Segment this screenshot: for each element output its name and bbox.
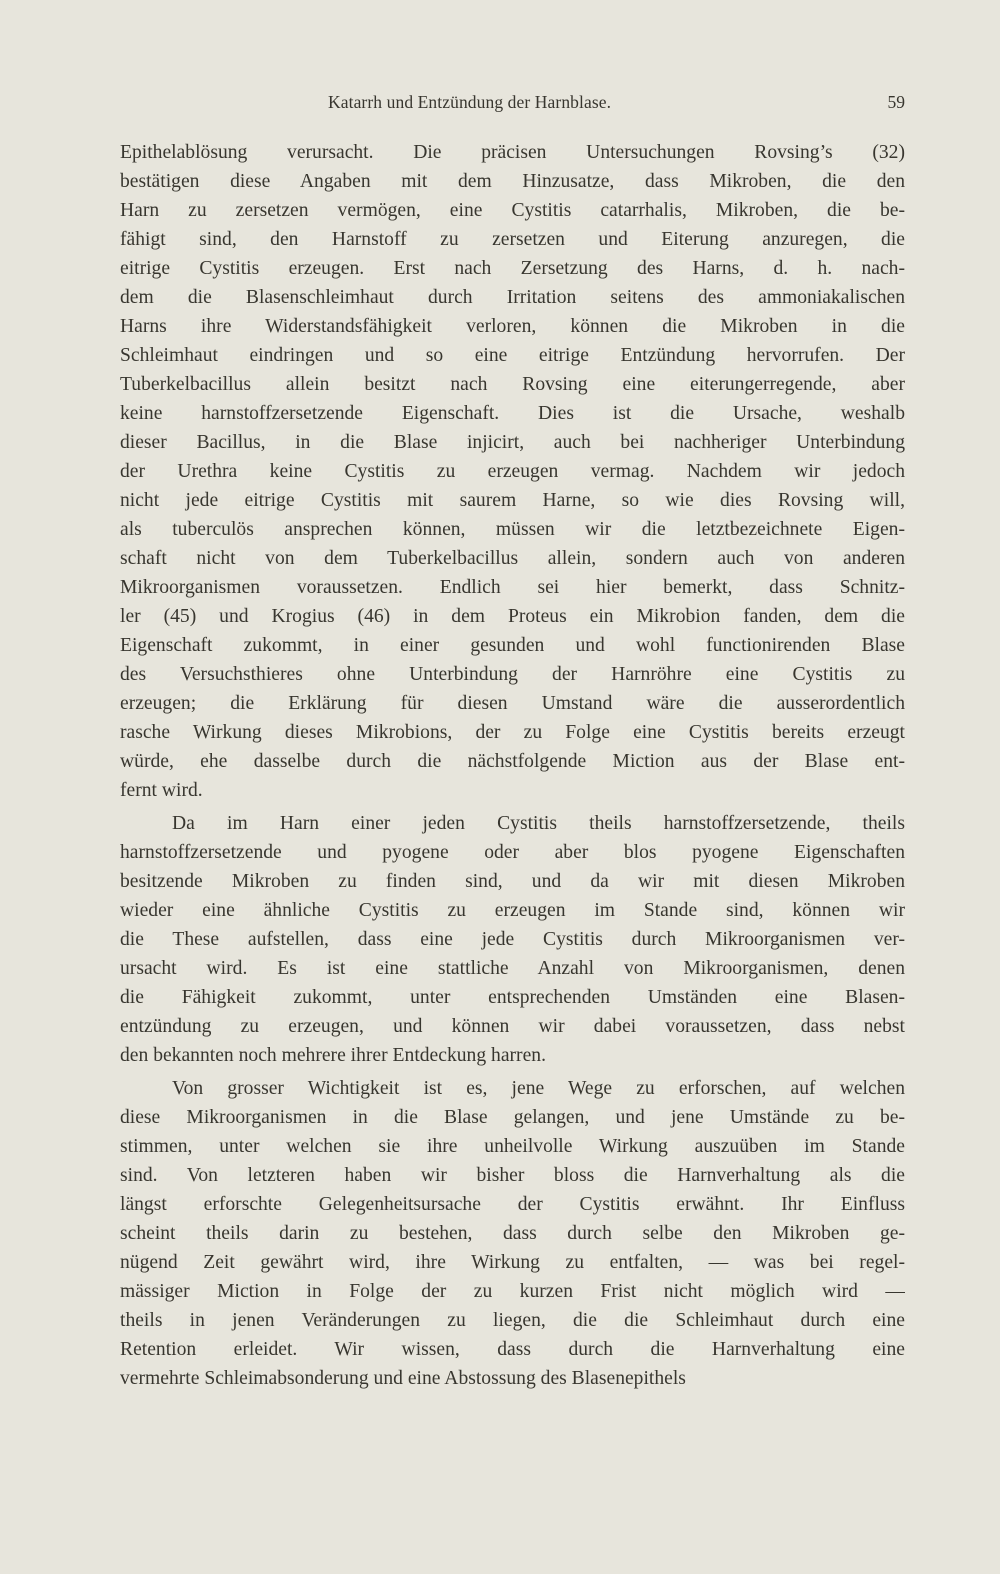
text-line: wieder eine ähnliche Cystitis zu erzeugen im Stande sind, können wir	[120, 900, 905, 921]
text-line: dem die Blasenschleimhaut durch Irritation seitens des ammoniakalischen	[120, 287, 905, 308]
text-line: fähigt sind, den Harnstoff zu zersetzen und Eiterung anzuregen, die	[120, 229, 905, 250]
text-line: sind. Von letzteren haben wir bisher bloss die Harnverhaltung als die	[120, 1165, 905, 1186]
body-text	[120, 138, 905, 1393]
text-line: Epithelablösung verursacht. Die präcisen Untersuchungen Rovsing’s (32)	[120, 142, 905, 163]
text-line: nicht jede eitrige Cystitis mit saurem Harne, so wie dies Rovsing will,	[120, 490, 905, 511]
text-line: ursacht wird. Es ist eine stattliche Anzahl von Mikroorganismen, denen	[120, 958, 905, 979]
text-line: Harn zu zersetzen vermögen, eine Cystitis catarrhalis, Mikroben, die be-	[120, 200, 905, 221]
running-head-title: Katarrh und Entzündung der Harnblase.	[328, 92, 612, 112]
text-line: die These aufstellen, dass eine jede Cystitis durch Mikroorganismen ver-	[120, 929, 905, 950]
text-line: rasche Wirkung dieses Mikrobions, der zu Folge eine Cystitis bereits erzeugt	[120, 722, 905, 743]
text-line: ler (45) und Krogius (46) in dem Proteus ein Mikrobion fanden, dem die	[120, 606, 905, 627]
text-line: eitrige Cystitis erzeugen. Erst nach Zersetzung des Harns, d. h. nach-	[120, 258, 905, 279]
text-line: theils in jenen Veränderungen zu liegen, die die Schleimhaut durch eine	[120, 1310, 905, 1331]
text-line: die Fähigkeit zukommt, unter entsprechenden Umständen eine Blasen-	[120, 987, 905, 1008]
text-line: besitzende Mikroben zu finden sind, und da wir mit diesen Mikroben	[120, 871, 905, 892]
text-line: dieser Bacillus, in die Blase injicirt, auch bei nachheriger Unterbindung	[120, 432, 905, 453]
text-line: harnstoffzersetzende und pyogene oder aber blos pyogene Eigenschaften	[120, 842, 905, 863]
text-line: Da im Harn einer jeden Cystitis theils harnstoffzersetzende, theils	[172, 813, 905, 834]
text-line: Von grosser Wichtigkeit ist es, jene Wege zu erforschen, auf welchen	[172, 1078, 905, 1099]
text-line: Retention erleidet. Wir wissen, dass durch die Harnverhaltung eine	[120, 1339, 905, 1360]
text-line: stimmen, unter welchen sie ihre unheilvolle Wirkung auszuüben im Stande	[120, 1136, 905, 1157]
page-number: 59	[887, 92, 905, 112]
text-line: den bekannten noch mehrere ihrer Entdeckung harren.	[120, 1045, 546, 1066]
text-line: vermehrte Schleimabsonderung und eine Abstossung des Blasenepithels	[120, 1368, 686, 1389]
text-line: erzeugen; die Erklärung für diesen Umstand wäre die ausserordentlich	[120, 693, 905, 714]
text-line: des Versuchsthieres ohne Unterbindung der Harnröhre eine Cystitis zu	[120, 664, 905, 685]
text-line: bestätigen diese Angaben mit dem Hinzusatze, dass Mikroben, die den	[120, 171, 905, 192]
text-line: scheint theils darin zu bestehen, dass durch selbe den Mikroben ge-	[120, 1223, 905, 1244]
text-line: diese Mikroorganismen in die Blase gelangen, und jene Umstände zu be-	[120, 1107, 905, 1128]
text-line: entzündung zu erzeugen, und können wir dabei voraussetzen, dass nebst	[120, 1016, 905, 1037]
text-line: Harns ihre Widerstandsfähigkeit verloren, können die Mikroben in die	[120, 316, 905, 337]
text-line: würde, ehe dasselbe durch die nächstfolgende Miction aus der Blase ent-	[120, 751, 905, 772]
text-line: als tuberculös ansprechen können, müssen wir die letztbezeichnete Eigen-	[120, 519, 905, 540]
paragraph	[120, 809, 905, 1070]
text-line: Tuberkelbacillus allein besitzt nach Rovsing eine eiterungerregende, aber	[120, 374, 905, 395]
text-line: mässiger Miction in Folge der zu kurzen Frist nicht möglich wird —	[120, 1281, 905, 1302]
text-line: nügend Zeit gewährt wird, ihre Wirkung zu entfalten, — was bei regel-	[120, 1252, 905, 1273]
text-line: Schleimhaut eindringen und so eine eitrige Entzündung hervorrufen. Der	[120, 345, 905, 366]
text-line: fernt wird.	[120, 780, 203, 801]
text-line: Mikroorganismen voraussetzen. Endlich sei hier bemerkt, dass Schnitz-	[120, 577, 905, 598]
text-line: der Urethra keine Cystitis zu erzeugen vermag. Nachdem wir jedoch	[120, 461, 905, 482]
text-line: Eigenschaft zukommt, in einer gesunden und wohl functionirenden Blase	[120, 635, 905, 656]
text-line: längst erforschte Gelegenheitsursache der Cystitis erwähnt. Ihr Einfluss	[120, 1194, 905, 1215]
text-line: keine harnstoffzersetzende Eigenschaft. Dies ist die Ursache, weshalb	[120, 403, 905, 424]
paragraph	[120, 138, 905, 805]
running-head	[120, 90, 905, 114]
text-line: schaft nicht von dem Tuberkelbacillus allein, sondern auch von anderen	[120, 548, 905, 569]
paragraph	[120, 1074, 905, 1393]
